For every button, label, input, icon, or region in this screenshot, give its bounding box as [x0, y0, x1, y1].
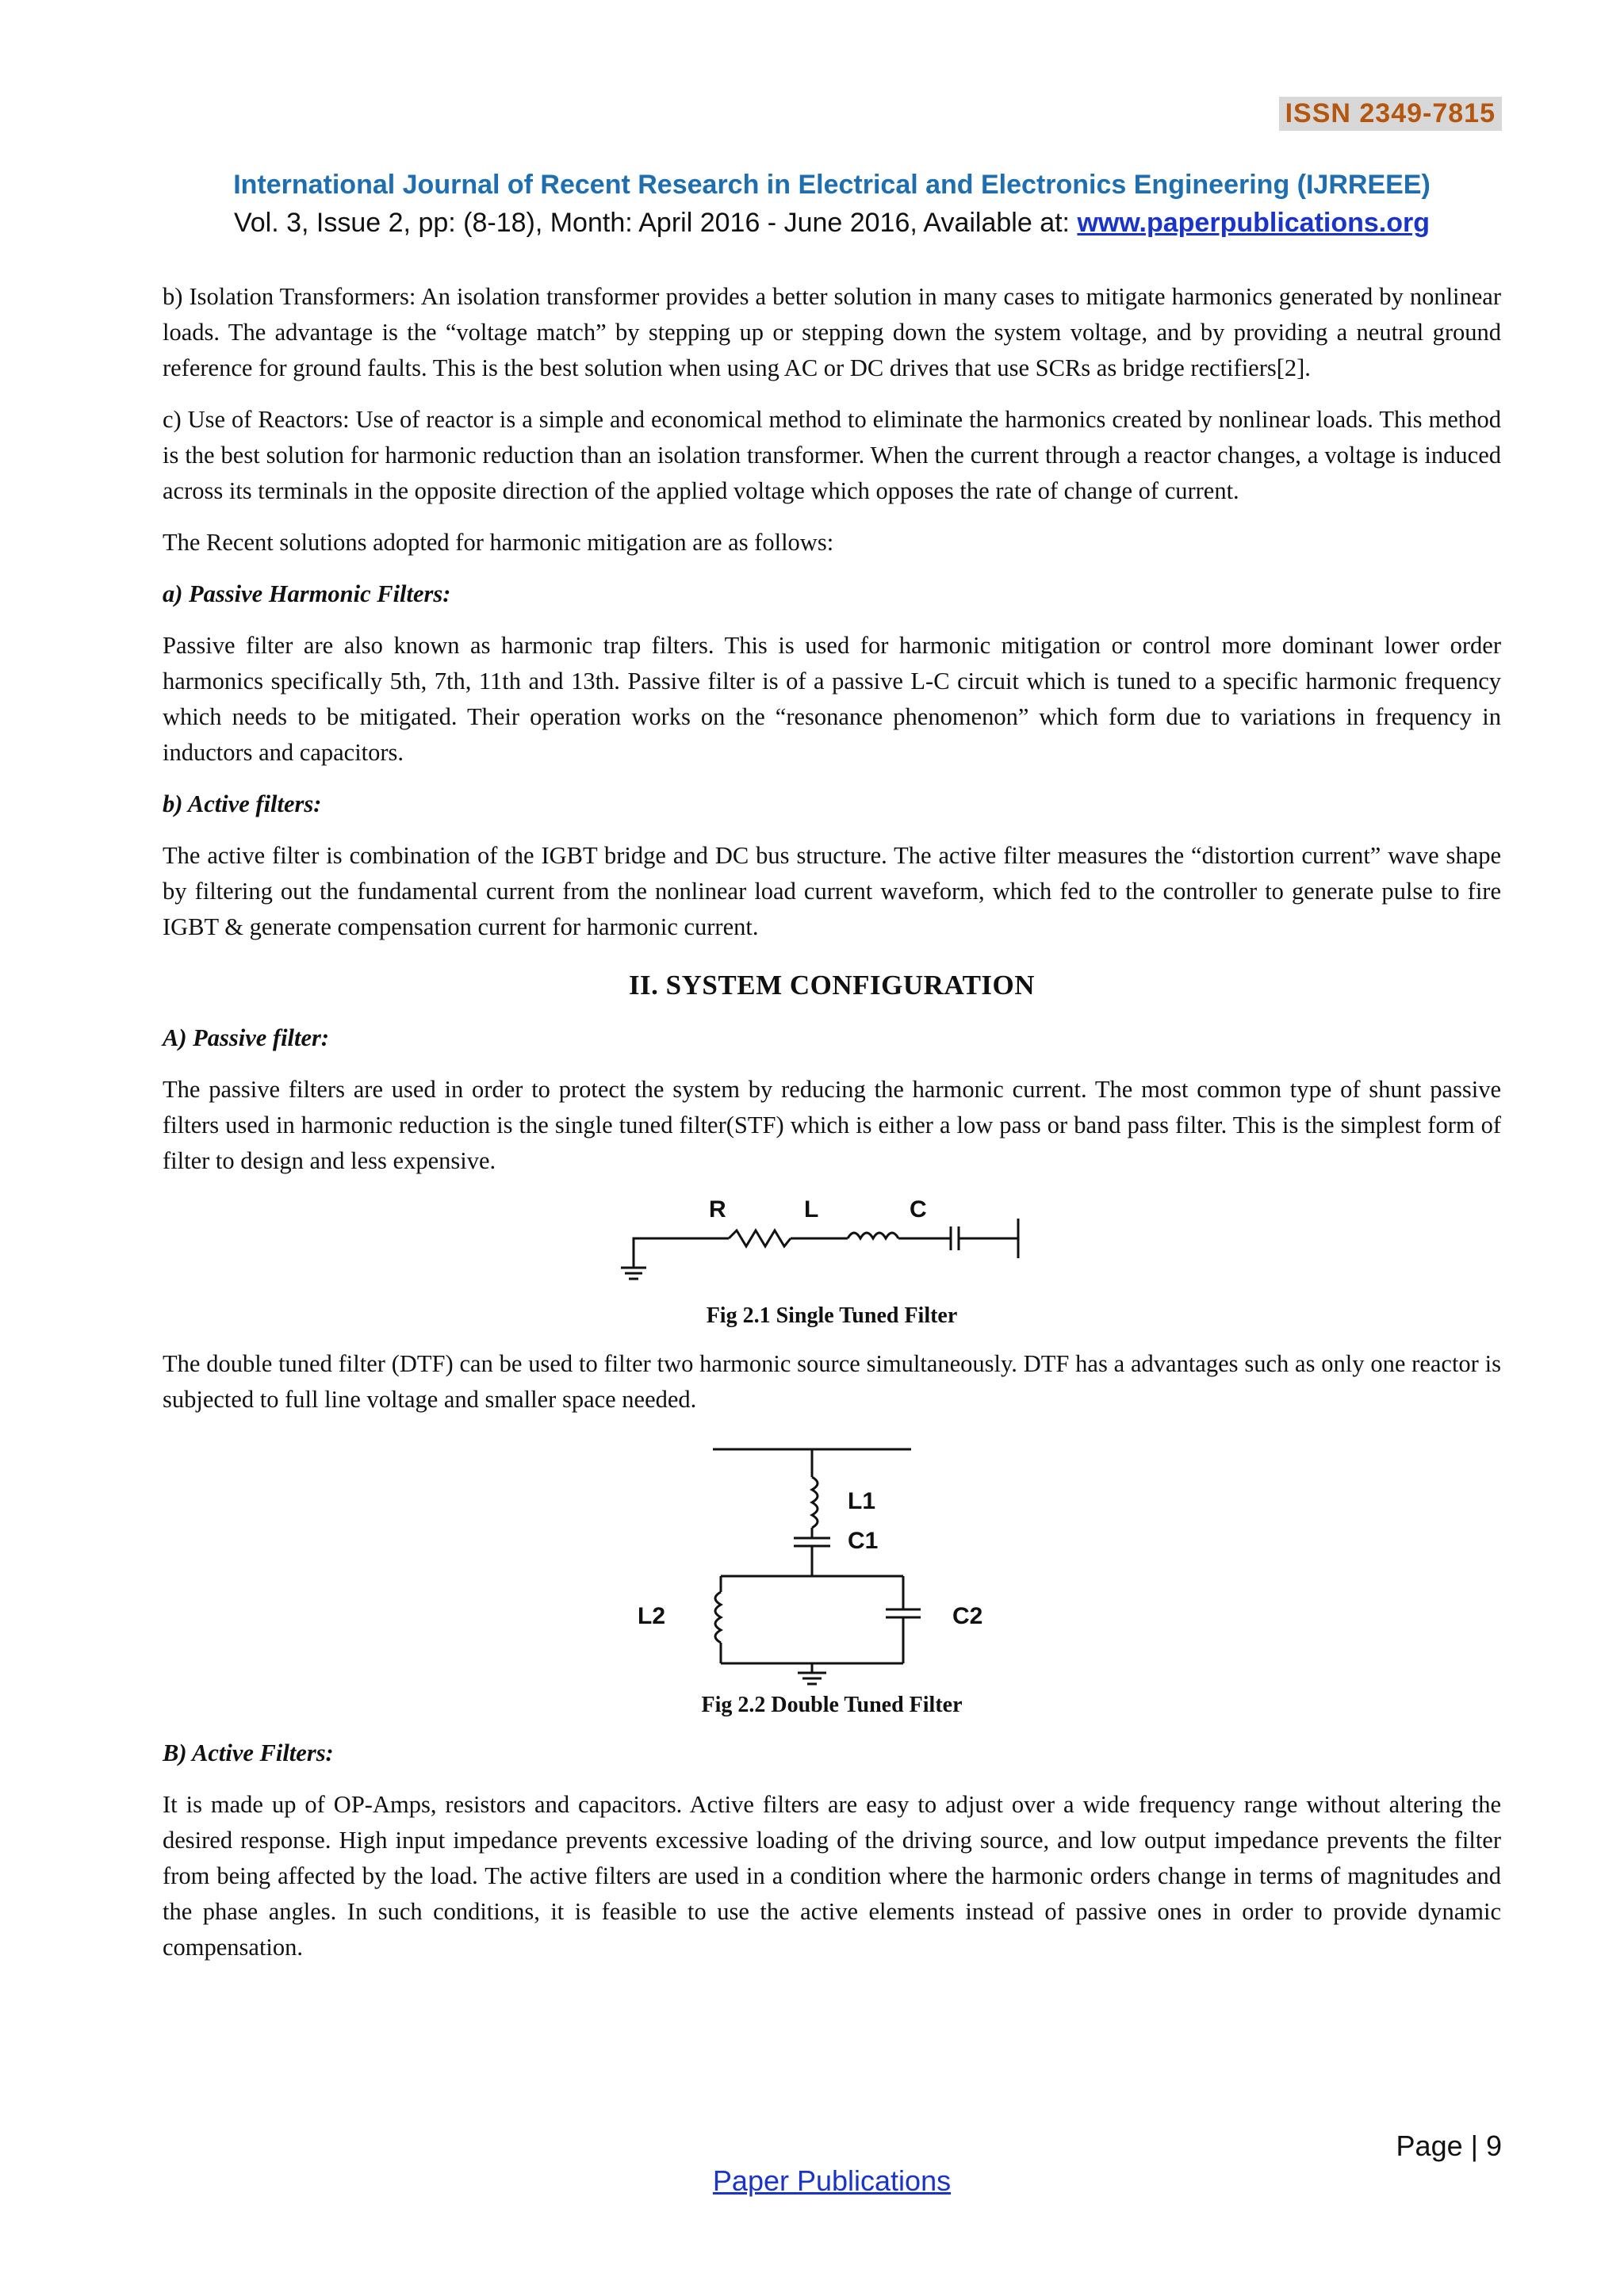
subheading-active-filters-b: B) Active Filters: [163, 1739, 334, 1766]
fig2-label-l2: L2 [638, 1603, 666, 1629]
fig1-label-r: R [709, 1196, 726, 1223]
paragraph-recent-solutions: The Recent solutions adopted for harmonic mitigation are as follows: [163, 529, 834, 556]
single-tuned-filter-diagram [610, 1195, 1054, 1298]
issn-badge: ISSN 2349-7815 [1279, 97, 1502, 131]
fig1-label-l: L [804, 1196, 819, 1223]
subheading-active-filters: b) Active filters: [163, 790, 322, 817]
paragraph-double-tuned-filter: The double tuned filter (DTF) can be used to filter two harmonic source simultaneously. DTF has a advantages such as only one reactor is subjected to full line voltage and smaller space needed. [163, 1350, 1501, 1413]
subheading-passive-filter: A) Passive filter: [163, 1024, 330, 1051]
page-number: Page | 9 [1396, 2130, 1502, 2162]
section-title-system-configuration: II. SYSTEM CONFIGURATION [628, 970, 1036, 1001]
fig2-caption: Fig 2.2 Double Tuned Filter [701, 1693, 963, 1717]
double-tuned-filter-diagram [610, 1433, 1054, 1687]
paragraph-active-filters: The active filter is combination of the IGBT bridge and DC bus structure. The active filter measures the “distortion current” wave shape by filtering out the fundamental current from the nonlinear load current waveform, which fed to the controller to generate pulse to fire IGBT & generate compensation current for harmonic current. [163, 842, 1501, 940]
fig1-label-c: C [910, 1196, 927, 1223]
volume-info: Vol. 3, Issue 2, pp: (8-18), Month: April 2016 - June 2016, Available at: [233, 208, 1078, 238]
journal-url-link[interactable]: www.paperpublications.org [1077, 208, 1431, 238]
fig1-caption: Fig 2.1 Single Tuned Filter [706, 1303, 958, 1328]
paragraph-reactors: c) Use of Reactors: Use of reactor is a simple and economical method to eliminate the harmonics created by nonlinear loads. This method is the best solution for harmonic reduction than an isolation transformer. When the current through a reactor changes, a voltage is induced across its terminals in the opposite direction of the applied voltage which opposes the rate of change of current. [163, 406, 1501, 504]
paragraph-passive-filter: The passive filters are used in order to protect the system by reducing the harmonic current. The most common type of shunt passive filters used in harmonic reduction is the single tuned filter(STF) which is either a low pass or band pass filter. This is the simplest form of filter to design and less expensive. [163, 1076, 1501, 1174]
page-content [163, 279, 1501, 1981]
fig2-label-c1: C1 [848, 1528, 879, 1554]
paragraph-passive-harmonic-filters: Passive filter are also known as harmonic trap filters. This is used for harmonic mitigation or control more dominant lower order harmonics specifically 5th, 7th, 11th and 13th. Passive filter is of a passive L-C circuit which is tuned to a specific harmonic frequency which needs to be mitigated. Their operation works on the “resonance phenomenon” which form due to variations in frequency in inductors and capacitors. [163, 632, 1501, 766]
volume-line [0, 208, 1624, 239]
fig2-label-l1: L1 [848, 1488, 876, 1514]
paragraph-active-filters-description: It is made up of OP-Amps, resistors and capacitors. Active filters are easy to adjust over a wide frequency range without altering the desired response. High input impedance prevents excessive loading of the driving source, and low output impedance prevents the filter from being affected by the load. The active filters are used in a condition where the harmonic orders change in terms of magnitudes and the phase angles. In such conditions, it is feasible to use the active elements instead of passive ones in order to provide dynamic compensation. [163, 1791, 1501, 1961]
journal-title: International Journal of Recent Research in Electrical and Electronics Engineering (IJRREEE) [233, 170, 1431, 200]
fig2-label-c2: C2 [952, 1603, 983, 1629]
paragraph-isolation-transformers: b) Isolation Transformers: An isolation transformer provides a better solution in many cases to mitigate harmonics generated by nonlinear loads. The advantage is the “voltage match” by stepping up or stepping down the system voltage, and by providing a neutral ground reference for ground faults. This is the best solution when using AC or DC drives that use SCRs as bridge rectifiers[2]. [163, 283, 1501, 381]
publisher-footer-link[interactable]: Paper Publications [712, 2164, 952, 2197]
subheading-passive-harmonic-filters: a) Passive Harmonic Filters: [163, 580, 451, 607]
